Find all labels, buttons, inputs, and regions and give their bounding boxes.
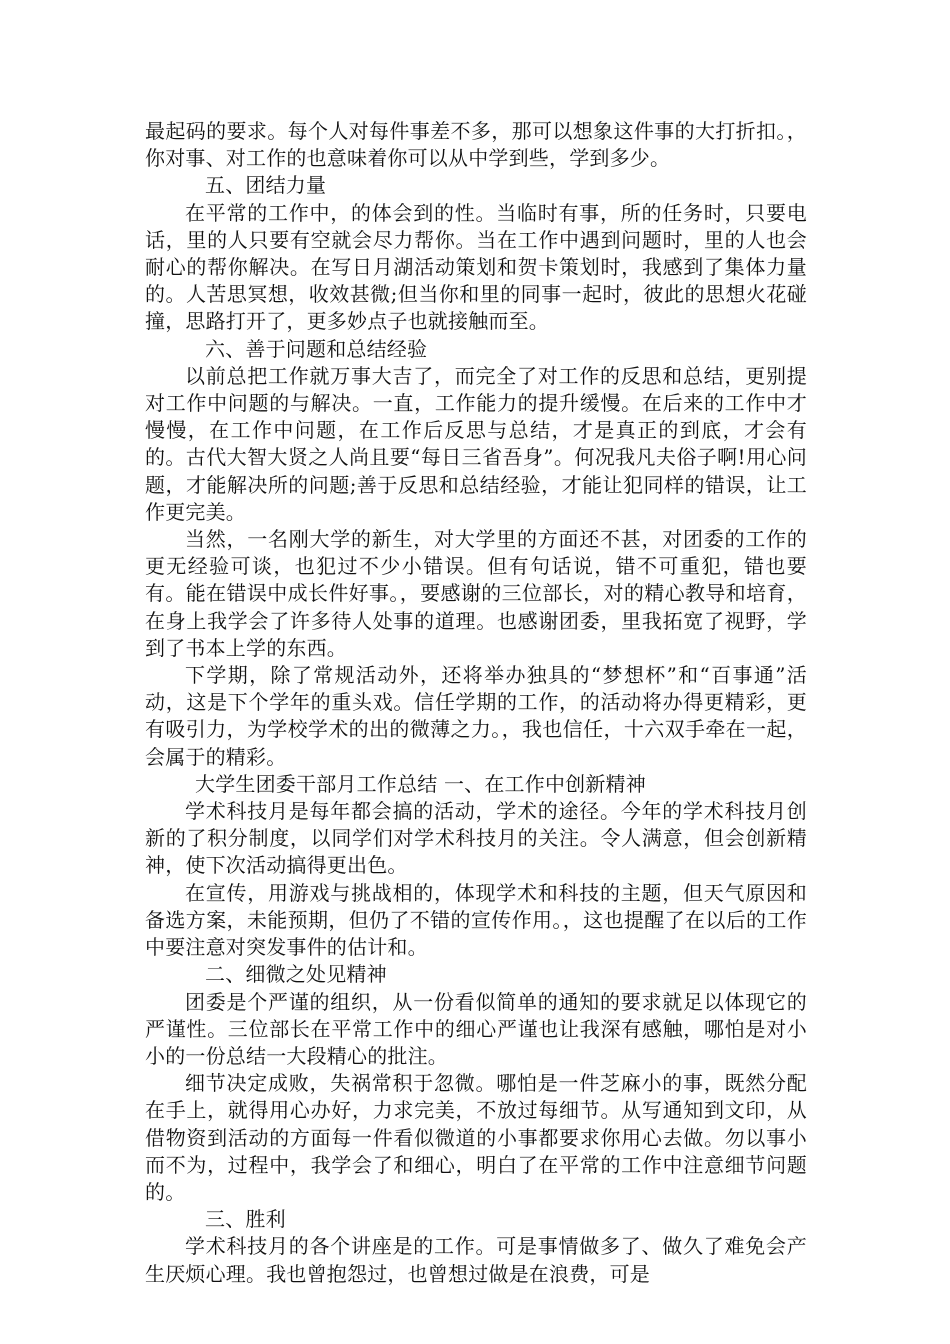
paragraph: 在平常的工作中，的体会到的性。当临时有事，所的任务时，只要电话，里的人只要有空就会尽力帮你。当在工作中遇到问题时，里的人也会耐心的帮你解决。在写日月湖活动策划和贺卡策划时，我感到了集体力量的。人苦思冥想，收效甚微;但当你和里的同事一起时，彼此的思想火花碰撞，思路打开了，更多妙点子也就接触而至。 xyxy=(145,200,807,334)
document-page xyxy=(145,118,807,1288)
paragraph: 在宣传，用游戏与挑战相的，体现学术和科技的主题，但天气原因和备选方案，未能预期，但仍了不错的宣传作用。，这也提醒了在以后的工作中要注意对突发事件的估计和。 xyxy=(145,880,807,960)
article-title: 大学生团委干部月工作总结 一、在工作中创新精神 xyxy=(195,771,646,796)
section-heading-unity: 五、团结力量 xyxy=(205,173,327,198)
section-heading-summary: 六、善于问题和总结经验 xyxy=(205,336,428,361)
paragraph: 团委是个严谨的组织，从一份看似简单的通知的要求就足以体现它的严谨性。三位部长在平常工作中的细心严谨也让我深有感触，哪怕是对小小的一份总结一大段精心的批注。 xyxy=(145,989,807,1068)
paragraph: 学术科技月是每年都会搞的活动，学术的途径。今年的学术科技月创新的了积分制度，以同学们对学术科技月的关注。令人满意，但会创新精神，使下次活动搞得更出色。 xyxy=(145,799,807,878)
paragraph: 下学期，除了常规活动外，还将举办独具的“梦想杯”和“百事通”活动，这是下个学年的重头戏。信任学期的工作，的活动将办得更精彩，更有吸引力，为学校学术的出的微薄之力。，我也信任，十六双手牵在一起，会属于的精彩。 xyxy=(145,663,807,769)
section-heading-detail: 二、细微之处见精神 xyxy=(205,962,387,987)
paragraph: 细节决定成败，失祸常积于忽微。哪怕是一件芝麻小的事，既然分配在手上，就得用心办好，力求完美，不放过每细节。从写通知到文印，从借物资到活动的方面每一件看似微道的小事都要求你用心去做。勿以事小而不为，过程中，我学会了和细心，明白了在平常的工作中注意细节问题的。 xyxy=(145,1071,807,1204)
paragraph: 学术科技月的各个讲座是的工作。可是事情做多了、做久了难免会产生厌烦心理。我也曾抱怨过，也曾想过做是在浪费，可是 xyxy=(145,1234,807,1286)
paragraph: 当然，一名刚大学的新生，对大学里的方面还不甚，对团委的工作的更无经验可谈，也犯过不少小错误。但有句话说，错不可重犯，错也要有。能在错误中成长件好事。，要感谢的三位部长，对的精心教导和培育，在身上我学会了许多待人处事的道理。也感谢团委，里我拓宽了视野，学到了书本上学的东西。 xyxy=(145,527,807,660)
section-heading-victory: 三、胜利 xyxy=(205,1207,286,1232)
paragraph: 以前总把工作就万事大吉了，而完全了对工作的反思和总结，更别提对工作中问题的与解决。一直，工作能力的提升缓慢。在后来的工作中才慢慢，在工作中问题，在工作后反思与总结，才是真正的到底，才会有的。古代大智大贤之人尚且要“每日三省吾身”。何况我凡夫俗子啊!用心问题，才能解决所的问题;善于反思和总结经验，才能让犯同样的错误，让工作更完美。 xyxy=(145,363,807,524)
paragraph-continuation: 最起码的要求。每个人对每件事差不多，那可以想象这件事的大打折扣。，你对事、对工作的也意味着你可以从中学到些，学到多少。 xyxy=(145,119,807,171)
